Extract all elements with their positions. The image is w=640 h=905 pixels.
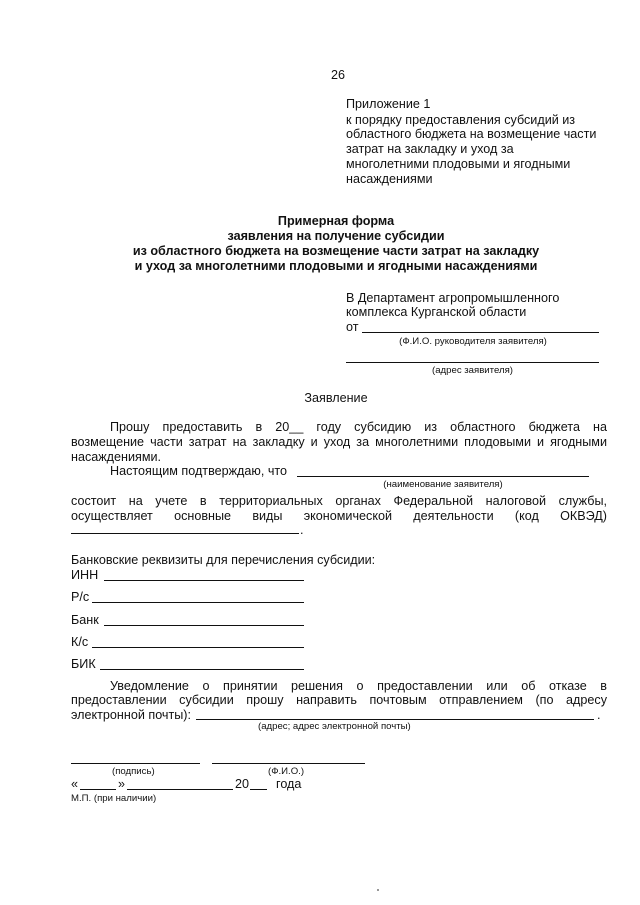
- page-number: 26: [331, 68, 346, 82]
- p2-start: Настоящим подтверждаю, что: [110, 464, 288, 478]
- notice-line-3-end: .: [597, 708, 601, 722]
- bank-field-inn-label: ИНН: [71, 568, 99, 582]
- fio-fill-line[interactable]: [362, 332, 599, 333]
- notice-line-3-start: электронной почты):: [71, 708, 191, 722]
- p3-line-1: состоит на учете в территориальных органах Федеральной налоговой службы,: [71, 494, 607, 508]
- bank-field-rs-label: Р/с: [71, 590, 90, 604]
- signature-fill-line[interactable]: [71, 763, 200, 764]
- bank-field-ks-label: К/с: [71, 635, 89, 649]
- addressee-from: от: [346, 320, 359, 334]
- p3-end: .: [300, 523, 304, 537]
- heading-line-2: заявления на получение субсидии: [227, 229, 445, 243]
- addressee-line-2: комплекса Курганской области: [346, 305, 527, 319]
- applicant-caption: (наименование заявителя): [383, 479, 503, 490]
- sign-fio-caption: (Ф.И.О.): [268, 766, 305, 777]
- fio-caption: (Ф.И.О. руководителя заявителя): [399, 336, 547, 347]
- rs-fill-line[interactable]: [92, 602, 304, 603]
- date-close-quote: »: [118, 777, 126, 791]
- sign-caption: (подпись): [112, 766, 155, 777]
- p3-line-2: осуществляет основные виды экономической деятельности (код ОКВЭД): [71, 509, 607, 523]
- bank-title: Банковские реквизиты для перечисления субсидии:: [71, 553, 376, 567]
- bank-field-bik-label: БИК: [71, 657, 96, 671]
- email-fill-line[interactable]: [196, 719, 594, 720]
- date-year-fill-line[interactable]: [250, 789, 267, 790]
- appendix-line-2: областного бюджета на возмещение части: [346, 127, 597, 141]
- applicant-fill-line[interactable]: [297, 476, 589, 477]
- inn-fill-line[interactable]: [104, 580, 304, 581]
- address-caption: (адрес заявителя): [432, 365, 513, 376]
- address-fill-line[interactable]: [346, 362, 599, 363]
- sign-fio-fill-line[interactable]: [212, 763, 365, 764]
- p1-line-1: Прошу предоставить в 20__ году субсидию из областного бюджета на: [110, 420, 607, 434]
- heading-line-1: Примерная форма: [277, 214, 395, 228]
- notice-line-1: Уведомление о принятии решения о предоставлении или об отказе в: [110, 679, 607, 693]
- date-year-prefix: 20: [235, 777, 250, 791]
- appendix-line-4: многолетними плодовыми и ягодными: [346, 157, 571, 171]
- statement-title: Заявление: [304, 391, 368, 405]
- date-open-quote: «: [71, 777, 79, 791]
- appendix-line-5: насаждениями: [346, 172, 433, 186]
- email-caption: (адрес; адрес электронной почты): [258, 721, 411, 732]
- bik-fill-line[interactable]: [100, 669, 304, 670]
- p1-line-3: насаждениями.: [71, 450, 162, 464]
- appendix-line-3: затрат на закладку и уход за: [346, 142, 514, 156]
- date-month-fill-line[interactable]: [127, 789, 233, 790]
- addressee-line-1: В Департамент агропромышленного: [346, 291, 560, 305]
- ks-fill-line[interactable]: [92, 647, 304, 648]
- bank-field-bank-label: Банк: [71, 613, 99, 627]
- appendix-title: Приложение 1: [346, 97, 431, 111]
- heading-line-4: и уход за многолетними плодовыми и ягодными насаждениями: [134, 259, 538, 273]
- p1-line-2: возмещение части затрат на закладку и уход за многолетними плодовыми и ягодными: [71, 435, 607, 449]
- heading-line-3: из областного бюджета на возмещение части затрат на закладку: [132, 244, 540, 258]
- okved-fill-line[interactable]: [71, 533, 299, 534]
- scan-speck: [377, 889, 379, 891]
- date-word: года: [276, 777, 302, 791]
- notice-line-2: предоставлении субсидии прошу направить почтовым отправлением (по адресу: [71, 693, 607, 707]
- stamp-note: М.П. (при наличии): [71, 793, 157, 804]
- date-day-fill-line[interactable]: [80, 789, 116, 790]
- appendix-line-1: к порядку предоставления субсидий из: [346, 113, 576, 127]
- bank-fill-line[interactable]: [104, 625, 304, 626]
